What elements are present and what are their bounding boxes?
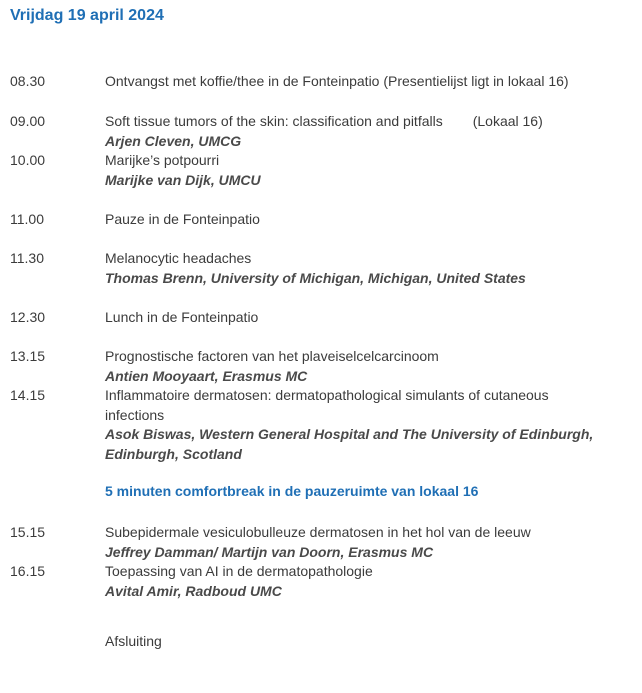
program-speaker: Avital Amir, Radboud UMC <box>105 582 282 599</box>
program-speaker: Thomas Brenn, University of Michigan, Michigan, United States <box>105 269 526 286</box>
program-content <box>105 523 605 562</box>
page-title: Vrijdag 19 april 2024 <box>10 7 164 24</box>
program-title-line <box>105 112 605 132</box>
program-content <box>105 562 605 601</box>
program-time: 15.15 <box>10 524 46 540</box>
program-speaker-line-1: Asok Biswas, Western General Hospital and The University of Edinburgh, <box>105 426 594 442</box>
program-speaker: Arjen Cleven, UMCG <box>105 132 242 149</box>
program-speaker: Antien Mooyaart, Erasmus MC <box>105 367 308 384</box>
program-title: Melanocytic headaches <box>105 250 252 266</box>
closing-label: Afsluiting <box>105 633 162 649</box>
program-title: Prognostische factoren van het plaveiselcelcarcinoom <box>105 348 439 364</box>
program-title: Ontvangst met koffie/thee in de Fonteinpatio (Presentielijst ligt in lokaal 16) <box>105 73 569 89</box>
program-room: (Lokaal 16) <box>472 113 543 129</box>
program-title: Toepassing van AI in de dermatopathologie <box>105 563 373 579</box>
program-title: Lunch in de Fonteinpatio <box>105 309 259 325</box>
program-content <box>105 249 605 288</box>
program-content <box>105 386 605 464</box>
program-speaker: Jeffrey Damman/ Martijn van Doorn, Erasmus MC <box>105 543 434 560</box>
program-content <box>105 151 605 190</box>
comfort-break-notice: 5 minuten comfortbreak in de pauzeruimte van lokaal 16 <box>105 483 479 499</box>
program-time: 08.30 <box>10 73 46 89</box>
program-title: Pauze in de Fonteinpatio <box>105 211 260 227</box>
program-time: 11.00 <box>10 211 44 227</box>
program-content <box>105 112 605 151</box>
program-time: 12.30 <box>10 309 46 325</box>
program-title: Subepidermale vesiculobulleuze dermatosen in het hol van de leeuw <box>105 524 531 540</box>
program-time: 11.30 <box>10 250 44 266</box>
program-content <box>105 347 605 386</box>
program-speaker: Marijke van Dijk, UMCU <box>105 171 261 188</box>
program-time: 14.15 <box>10 387 46 403</box>
program-title-line-1: Inflammatoire dermatosen: dermatopathological simulants of cutaneous <box>105 387 549 403</box>
program-time: 16.15 <box>10 563 46 579</box>
program-time: 10.00 <box>10 152 46 168</box>
program-time: 09.00 <box>10 113 46 129</box>
program-speaker-line-2: Edinburgh, Scotland <box>105 445 242 462</box>
program-title-line-2: infections <box>105 406 165 423</box>
program-title: Soft tissue tumors of the skin: classification and pitfalls <box>105 113 443 129</box>
program-title: Marijke’s potpourri <box>105 152 220 168</box>
program-time: 13.15 <box>10 348 46 364</box>
